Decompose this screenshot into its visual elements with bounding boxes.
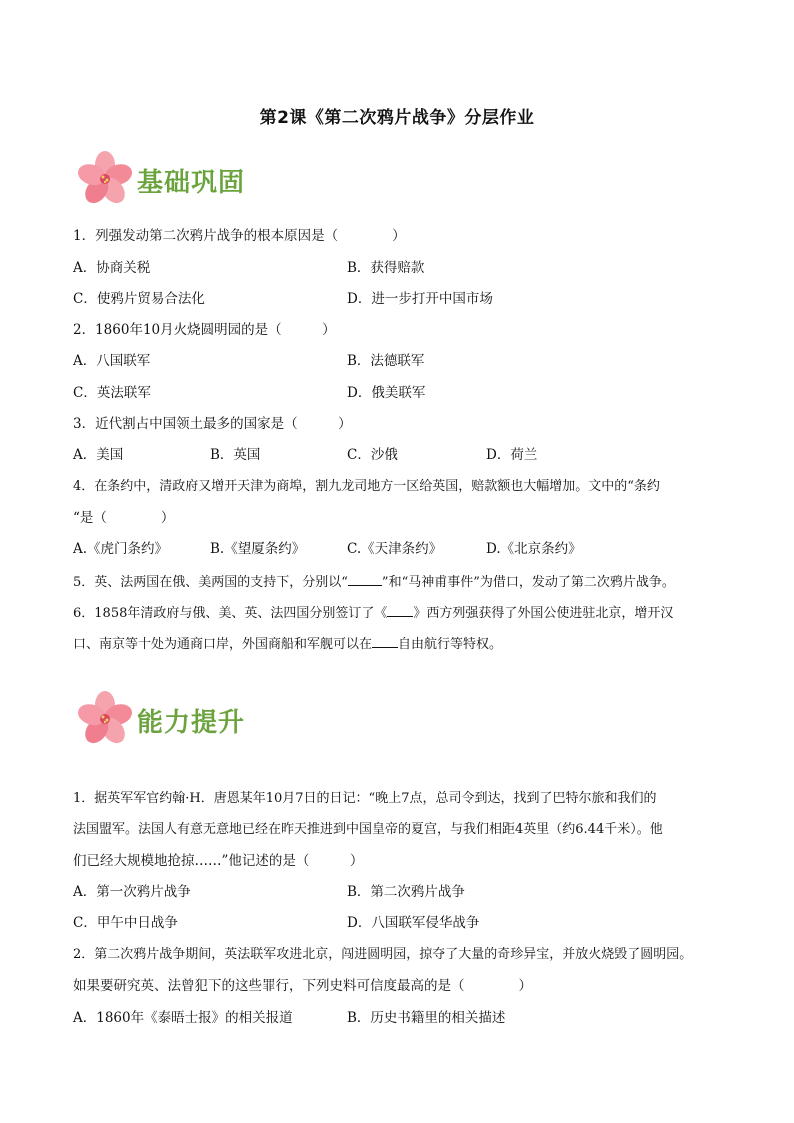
question-text: 5．英、法两国在俄、美两国的支持下，分别以“ (73, 575, 348, 590)
fill-in-question (73, 571, 675, 593)
section-header-basic (75, 150, 335, 210)
option-b: B．历史书籍里的相关描述 (347, 1010, 506, 1026)
option-c: C．甲午中日战争 (73, 915, 178, 931)
option-c: C．使鸦片贸易合法化 (73, 291, 205, 307)
option-b: B.《望厦条约》 (210, 541, 306, 557)
section-header-advanced (75, 690, 335, 750)
question-stem: 4．在条约中，清政府又增开天津为商埠，割九龙司地方一区给英国，赔款额也大幅增加。文中的“条约 (73, 479, 660, 494)
answer-blank[interactable] (387, 602, 413, 617)
option-d: D．八国联军侵华战争 (347, 915, 480, 931)
option-c: C．英法联军 (73, 385, 151, 401)
question-stem: 2．1860年10月火烧圆明园的是（ ） (73, 322, 336, 338)
option-a: A．协商关税 (73, 260, 151, 276)
option-b: B．第二次鸦片战争 (347, 884, 465, 900)
option-b: B．法德联军 (347, 353, 425, 369)
section-title: 基础巩固 (137, 168, 246, 198)
answer-blank[interactable] (348, 571, 382, 586)
flower-icon (75, 690, 135, 748)
option-c: C.《天津条约》 (347, 541, 443, 557)
question-stem-continued: “是（ ） (73, 510, 175, 526)
question-stem-continued: 如果要研究英、法曾犯下的这些罪行，下列史料可信度最高的是（ ） (73, 978, 532, 994)
question-stem: 2．第二次鸦片战争期间，英法联军攻进北京，闯进圆明园，掠夺了大量的奇珍异宝，并放火烧毁了圆明园。 (73, 947, 693, 962)
flower-icon (75, 150, 135, 208)
option-d: D．进一步打开中国市场 (347, 291, 493, 307)
option-b: B．获得赔款 (347, 260, 425, 276)
option-d: D.《北京条约》 (486, 541, 582, 557)
question-stem: 1．据英军军官约翰·H．唐恩某年10月7日的日记：“晚上7点，总司令到达，找到了巴特尔旅和我们的 (73, 791, 657, 806)
option-d: D．俄美联军 (347, 385, 426, 401)
option-a: A．1860年《泰晤士报》的相关报道 (73, 1010, 293, 1026)
question-stem-continued: 们已经大规模地抢掠……”他记述的是（ ） (73, 853, 364, 869)
option-d: D．荷兰 (486, 447, 538, 463)
option-a: A．第一次鸦片战争 (73, 884, 191, 900)
option-a: A.《虎门条约》 (73, 541, 169, 557)
option-c: C．沙俄 (347, 447, 398, 463)
question-stem: 1．列强发动第二次鸦片战争的根本原因是（ ） (73, 228, 406, 244)
question-text: 自由航行等特权。 (398, 637, 503, 652)
option-a: A．美国 (73, 447, 124, 463)
fill-in-question (73, 602, 673, 624)
section-title: 能力提升 (137, 708, 246, 738)
page-title: 第2课《第二次鸦片战争》分层作业 (259, 108, 535, 128)
question-text: 》西方列强获得了外国公使进驻北京，增开汉 (413, 606, 674, 621)
question-text: 6．1858年清政府与俄、美、英、法四国分别签订了《 (73, 606, 388, 621)
fill-in-question-continued (73, 633, 502, 655)
question-stem: 3．近代割占中国领土最多的国家是（ ） (73, 416, 352, 432)
question-stem-continued: 法国盟军。法国人有意无意地已经在昨天推进到中国皇帝的夏宫，与我们相距4英里（约6.44千米）。他 (73, 822, 663, 837)
question-text: 口、南京等十处为通商口岸，外国商船和军舰可以在 (73, 637, 373, 652)
option-b: B．英国 (210, 447, 261, 463)
answer-blank[interactable] (372, 633, 398, 648)
question-text: ”和“马神甫事件”为借口，发动了第二次鸦片战争。 (381, 575, 675, 590)
option-a: A．八国联军 (73, 353, 151, 369)
